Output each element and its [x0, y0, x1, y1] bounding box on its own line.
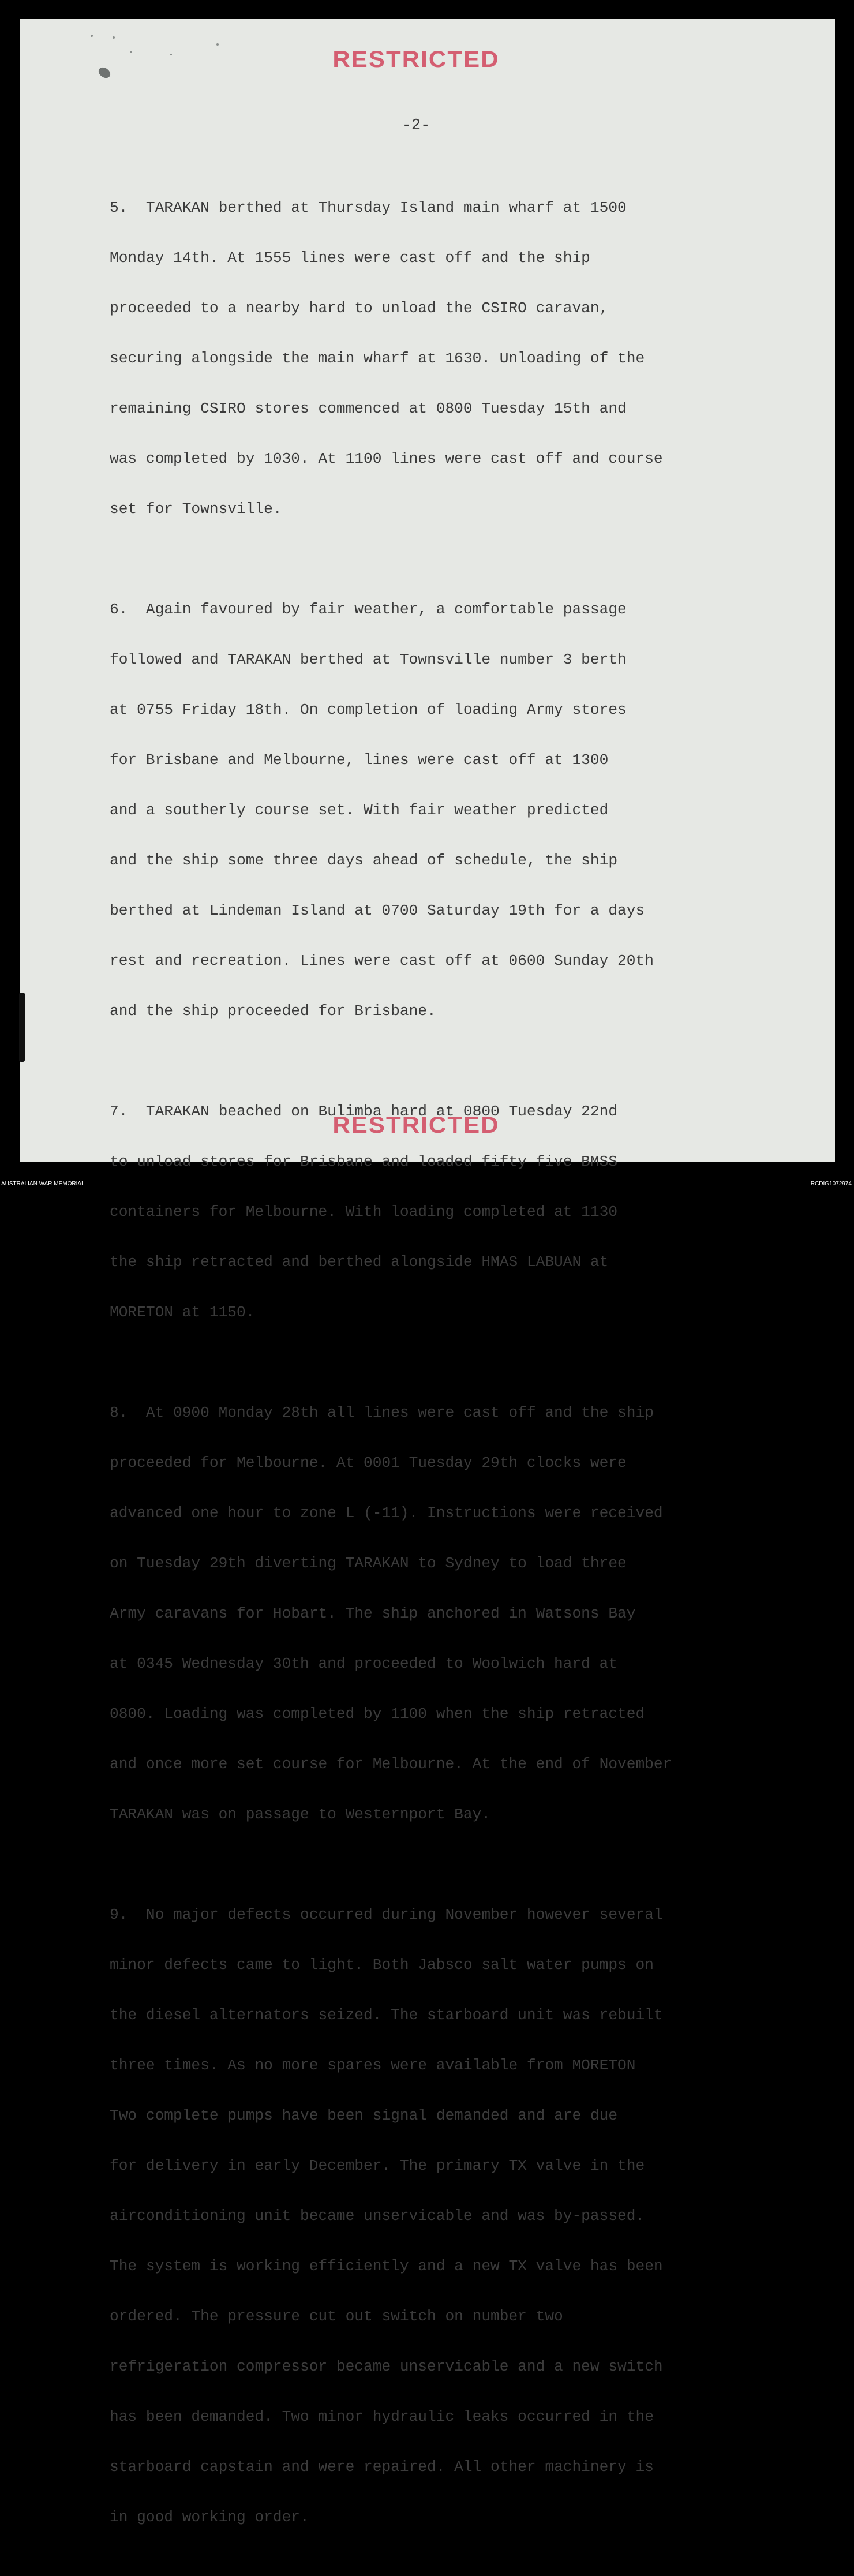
paragraph-6 — [110, 568, 779, 1053]
text-line: refrigeration compressor became unservicable and a new switch — [110, 2358, 663, 2375]
text-line: TARAKAN was on passage to Westernport Bay. — [110, 1806, 491, 1823]
text-line: proceeded to a nearby hard to unload the CSIRO caravan, — [110, 299, 609, 317]
text-line: was completed by 1030. At 1100 lines were cast off and course — [110, 450, 663, 467]
text-line: 7. TARAKAN beached on Bulimba hard at 0800 Tuesday 22nd — [110, 1103, 618, 1120]
text-line: ordered. The pressure cut out switch on number two — [110, 2308, 563, 2325]
text-line: starboard capstain and were repaired. All other machinery is — [110, 2458, 654, 2476]
text-line: the diesel alternators seized. The starboard unit was rebuilt — [110, 2006, 663, 2024]
text-line: at 0345 Wednesday 30th and proceeded to Woolwich hard at — [110, 1655, 618, 1672]
text-line: Two complete pumps have been signal demanded and are due — [110, 2107, 618, 2124]
paragraph-8 — [110, 1371, 779, 1856]
restricted-stamp-bottom: RESTRICTED — [332, 1113, 500, 1138]
text-line: and the ship some three days ahead of schedule, the ship — [110, 852, 618, 869]
footer-record-id: RCDIG1072974 — [810, 1181, 852, 1187]
page-number: -2- — [402, 117, 430, 134]
text-line: for Brisbane and Melbourne, lines were cast off at 1300 — [110, 751, 609, 769]
text-line: MORETON at 1150. — [110, 1304, 255, 1321]
text-line: the ship retracted and berthed alongside HMAS LABUAN at — [110, 1253, 609, 1271]
paragraph-5 — [110, 166, 779, 551]
text-line: and the ship proceeded for Brisbane. — [110, 1002, 436, 1020]
text-line: rest and recreation. Lines were cast off at 0600 Sunday 20th — [110, 952, 654, 969]
text-line: followed and TARAKAN berthed at Townsville number 3 berth — [110, 651, 627, 668]
text-line: on Tuesday 29th diverting TARAKAN to Sydney to load three — [110, 1555, 627, 1572]
text-line: set for Townsville. — [110, 500, 282, 518]
text-line: Army caravans for Hobart. The ship anchored in Watsons Bay — [110, 1605, 636, 1622]
restricted-stamp-top: RESTRICTED — [332, 47, 500, 72]
text-line: and once more set course for Melbourne. At the end of November — [110, 1755, 672, 1773]
text-line: advanced one hour to zone L (-11). Instructions were received — [110, 1504, 663, 1522]
text-line: 0800. Loading was completed by 1100 when the ship retracted — [110, 1705, 645, 1723]
text-line: minor defects came to light. Both Jabsco salt water pumps on — [110, 1956, 654, 1974]
text-line: 8. At 0900 Monday 28th all lines were cast off and the ship — [110, 1404, 654, 1421]
text-line: three times. As no more spares were available from MORETON — [110, 2057, 636, 2074]
text-line: Monday 14th. At 1555 lines were cast off and the ship — [110, 249, 590, 267]
paragraph-9 — [110, 1873, 779, 2559]
text-line: has been demanded. Two minor hydraulic leaks occurred in the — [110, 2408, 654, 2425]
text-line: in good working order. — [110, 2508, 309, 2526]
text-line: remaining CSIRO stores commenced at 0800 Tuesday 15th and — [110, 400, 627, 417]
binding-clip-mark — [19, 993, 25, 1062]
text-line: berthed at Lindeman Island at 0700 Saturday 19th for a days — [110, 902, 645, 919]
footer-credit: AUSTRALIAN WAR MEMORIAL — [1, 1181, 85, 1187]
text-line: securing alongside the main wharf at 1630. Unloading of the — [110, 350, 645, 367]
text-line: to unload stores for Brisbane and loaded fifty five BMSS — [110, 1153, 618, 1170]
punch-hole-mark — [216, 43, 219, 46]
text-line: The system is working efficiently and a new TX valve has been — [110, 2257, 663, 2275]
text-line: containers for Melbourne. With loading completed at 1130 — [110, 1203, 618, 1220]
text-line: 5. TARAKAN berthed at Thursday Island main wharf at 1500 — [110, 199, 627, 216]
text-line: 6. Again favoured by fair weather, a comfortable passage — [110, 601, 627, 618]
text-line: airconditioning unit became unservicable and was by-passed. — [110, 2207, 645, 2225]
text-line: at 0755 Friday 18th. On completion of loading Army stores — [110, 701, 627, 718]
text-line: 9. No major defects occurred during November however several — [110, 1906, 663, 1923]
text-line: proceeded for Melbourne. At 0001 Tuesday 29th clocks were — [110, 1454, 627, 1472]
punch-hole-mark — [91, 35, 93, 37]
text-line: for delivery in early December. The primary TX valve in the — [110, 2157, 645, 2174]
document-body — [110, 166, 779, 2576]
text-line: and a southerly course set. With fair weather predicted — [110, 802, 609, 819]
punch-hole-mark — [113, 36, 115, 39]
